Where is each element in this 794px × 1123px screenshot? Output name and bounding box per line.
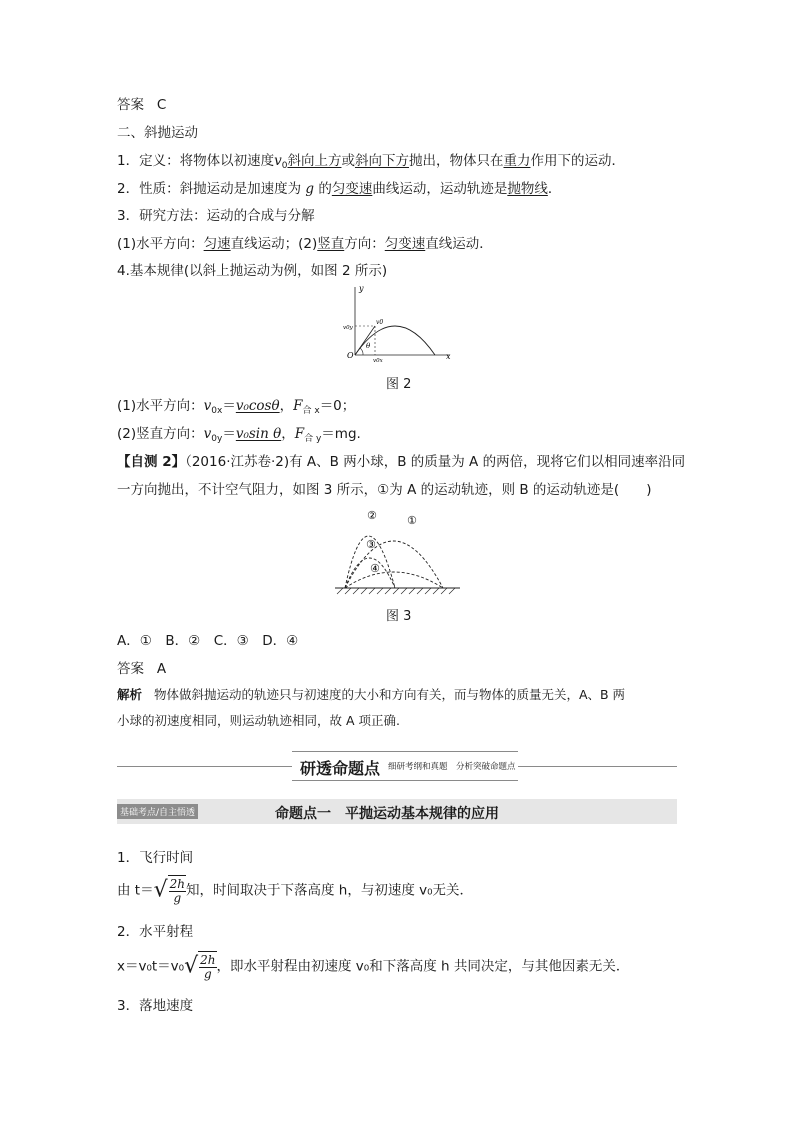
text: 方向： bbox=[344, 236, 385, 252]
text: (2)竖直方向： bbox=[117, 426, 204, 442]
text: ． bbox=[547, 181, 562, 197]
text: 物体做斜抛运动的轨迹只与初速度的大小和方向有关，而与物体的质量无关，A、B 两 bbox=[153, 687, 626, 702]
answer-line bbox=[117, 660, 166, 678]
trajectory bbox=[355, 326, 435, 355]
section-title: 二、斜抛运动 bbox=[117, 125, 198, 141]
text: ＝ bbox=[222, 398, 236, 414]
method-line: 3．研究方法：运动的合成与分解 bbox=[117, 208, 315, 224]
figure-3-caption: 图 3 bbox=[386, 609, 412, 624]
text: x＝v₀t＝v₀ bbox=[117, 958, 185, 975]
analysis-line-2: 小球的初速度相同，则运动轨迹相同，故 A 项正确. bbox=[117, 713, 400, 728]
ground-hatch bbox=[337, 588, 455, 594]
text: 抛出，物体只在 bbox=[408, 153, 504, 169]
text: 2．性质：斜抛运动是加速度为 bbox=[117, 181, 302, 197]
text: 曲线运动，运动轨迹是 bbox=[372, 181, 508, 197]
text: (1)水平方向： bbox=[117, 398, 204, 414]
sqrt-sign: √ bbox=[184, 953, 199, 979]
label-theta: θ bbox=[366, 342, 371, 350]
fill-blank: v₀sin θ bbox=[235, 426, 282, 442]
sqrt-body bbox=[168, 875, 186, 906]
fraction bbox=[199, 954, 216, 981]
symbol: F bbox=[294, 426, 305, 442]
text: （2016·江苏卷·2)有 A、B 两小球，B 的质量为 A 的两倍，现将它们以相同速率沿同 bbox=[185, 454, 686, 470]
banner-subtitle: 细研考纲和真题 分析突破命题点 bbox=[388, 762, 516, 772]
text: 由 t＝ bbox=[117, 882, 154, 899]
symbol: F bbox=[293, 398, 303, 414]
banner-box bbox=[292, 751, 518, 781]
text: (1)水平方向： bbox=[117, 236, 204, 252]
definition-line bbox=[117, 152, 625, 175]
selftest-line-2: 一方向抛出，不计空气阻力，如图 3 所示，①为 A 的运动轨迹，则 B 的运动轨迹是( ) bbox=[117, 482, 652, 498]
point-1-title: 1．飞行时间 bbox=[117, 850, 194, 866]
label-3: ③ bbox=[366, 538, 376, 551]
text: ， bbox=[281, 426, 295, 442]
figure-2-diagram bbox=[330, 282, 460, 364]
symbol: g bbox=[305, 181, 315, 197]
trajectory-1 bbox=[345, 541, 443, 588]
denominator: g bbox=[203, 966, 212, 981]
answer-line bbox=[117, 96, 166, 114]
text: 直线运动． bbox=[425, 236, 493, 252]
text: 1．定义：将物体以初速度 bbox=[117, 153, 275, 169]
topic-title: 命题点一 平抛运动基本规律的应用 bbox=[275, 806, 499, 822]
text: 作用下的运动． bbox=[530, 153, 625, 169]
answer-value: A bbox=[156, 661, 167, 677]
fraction bbox=[169, 878, 186, 905]
symbol: v bbox=[274, 153, 282, 169]
answer-label: 答案 bbox=[117, 661, 144, 677]
label-v0: v0 bbox=[376, 319, 384, 326]
point-3-title: 3．落地速度 bbox=[117, 998, 194, 1014]
horizontal-law-line bbox=[117, 397, 355, 420]
subscript: 合 y bbox=[304, 434, 322, 444]
text: ，即水平射程由初速度 v₀和下落高度 h 共同决定，与其他因素无关． bbox=[216, 958, 630, 975]
vertical-law-line bbox=[117, 425, 361, 448]
figure-2-caption: 图 2 bbox=[386, 377, 412, 392]
label-v0x: v0x bbox=[373, 358, 383, 364]
banner-rule-right bbox=[518, 766, 677, 767]
label-4: ④ bbox=[370, 562, 380, 575]
text: ＝0； bbox=[319, 398, 356, 414]
banner-rule-left bbox=[117, 766, 292, 767]
fill-blank: 竖直 bbox=[317, 236, 345, 252]
options-line: A．① B．② C．③ D．④ bbox=[117, 633, 299, 649]
topic-tag: 基础考点/自主悟透 bbox=[117, 804, 198, 819]
answer-value: C bbox=[156, 97, 167, 113]
label-y: y bbox=[359, 284, 364, 293]
point-2-body bbox=[117, 951, 629, 982]
fill-blank: 斜向下方 bbox=[354, 153, 409, 169]
label-x: x bbox=[446, 352, 451, 361]
numerator: 2h bbox=[200, 952, 216, 967]
symbol: v bbox=[203, 398, 212, 414]
point-2-title: 2．水平射程 bbox=[117, 924, 194, 940]
text: ＝ bbox=[222, 426, 236, 442]
angle-arc bbox=[360, 348, 363, 355]
subscript: 0x bbox=[211, 406, 223, 416]
banner-title: 研透命题点 bbox=[300, 759, 381, 778]
subscript: 0y bbox=[211, 434, 223, 444]
fill-blank: 匀变速 bbox=[331, 181, 373, 197]
fill-blank: 斜向上方 bbox=[287, 153, 342, 169]
law-intro-line: 4.基本规律(以斜上抛运动为例，如图 2 所示) bbox=[117, 263, 388, 279]
fill-blank: 重力 bbox=[503, 153, 531, 169]
text: ， bbox=[279, 398, 294, 414]
analysis-line-1 bbox=[117, 686, 625, 704]
point-1-body bbox=[117, 875, 473, 906]
fill-blank: 匀变速 bbox=[384, 236, 426, 252]
text: ＝mg. bbox=[321, 426, 361, 442]
symbol: v bbox=[203, 426, 212, 442]
fill-blank: v₀cosθ bbox=[235, 398, 280, 414]
text: 知，时间取决于下落高度 h，与初速度 v₀无关． bbox=[186, 882, 474, 899]
text: 直线运动；(2) bbox=[230, 236, 318, 252]
denominator: g bbox=[173, 890, 182, 905]
sqrt-body bbox=[198, 951, 216, 982]
property-line bbox=[117, 180, 561, 198]
velocity-vector bbox=[355, 326, 375, 355]
selftest-line-1 bbox=[117, 453, 685, 471]
label-origin: O bbox=[347, 351, 354, 360]
answer-label: 答案 bbox=[117, 97, 144, 113]
text: 或 bbox=[341, 153, 355, 169]
analysis-label: 解析 bbox=[117, 687, 143, 702]
sqrt-sign: √ bbox=[153, 877, 168, 903]
selftest-tag: 【自测 2】 bbox=[117, 454, 186, 470]
fill-blank: 匀速 bbox=[203, 236, 231, 252]
label-v0y: v0y bbox=[343, 325, 353, 331]
method-detail-line bbox=[117, 235, 493, 253]
label-2: ② bbox=[367, 509, 377, 522]
label-1: ① bbox=[407, 514, 417, 527]
text: 的 bbox=[318, 181, 332, 197]
subscript: 0 bbox=[281, 161, 288, 171]
numerator: 2h bbox=[169, 876, 185, 891]
figure-3-diagram bbox=[335, 506, 460, 598]
fill-blank: 抛物线 bbox=[507, 181, 548, 197]
subscript: 合 x bbox=[302, 406, 320, 416]
